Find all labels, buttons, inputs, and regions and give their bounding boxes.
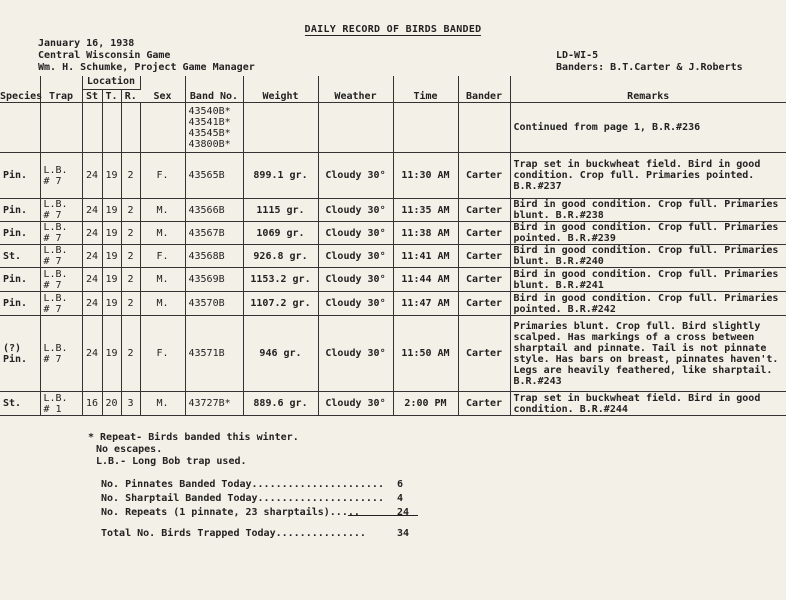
table-row [0,222,786,245]
remarks-cell: Continued from page 1, B.R.#236 [510,103,786,153]
remarks-cell: Trap set in buckwheat field. Bird in good condition. B.R.#244 [510,392,786,416]
manager-name: Wm. H. Schumke, Project Game Manager [38,62,255,73]
time-cell [393,103,458,153]
weight-cell: 1153.2 gr. [243,268,318,292]
weight-cell: 926.8 gr. [243,245,318,268]
species-cell: (?) Pin. [0,316,40,392]
weight-header: Weight [243,76,318,103]
weather-cell: Cloudy 30° [318,222,393,245]
total-repeats: No. Repeats (1 pinnate, 23 sharptails)..... 24 [101,507,410,518]
weight-cell: 899.1 gr. [243,153,318,199]
sex-cell: M. [140,199,185,222]
species-cell: St. [0,392,40,416]
band-number-cell: 43569B [185,268,243,292]
weather-cell: Cloudy 30° [318,392,393,416]
range-cell: 2 [121,245,140,268]
weather-cell: Cloudy 30° [318,199,393,222]
location-header: Location [82,76,140,90]
range-cell: 2 [121,199,140,222]
trap-cell: L.B. # 7 [40,199,82,222]
time-cell: 11:35 AM [393,199,458,222]
band-number-cell: 43568B [185,245,243,268]
township-cell: 19 [102,292,121,316]
township-cell: 19 [102,222,121,245]
section-cell: 16 [82,392,102,416]
township-cell [102,103,121,153]
remarks-cell: Primaries blunt. Crop full. Bird slightly scalped. Has markings of a cross between sharptail and pinnate. Tail is not pinnate style. Has bars on breast, pinnates haven't. Legs are heavily feathered, like sharptail. B.R.#243 [510,316,786,392]
weight-cell: 946 gr. [243,316,318,392]
weight-cell [243,103,318,153]
section-cell: 24 [82,153,102,199]
range-cell [121,103,140,153]
weight-cell: 1115 gr. [243,199,318,222]
species-cell [0,103,40,153]
table-row [0,103,786,153]
sex-cell: M. [140,222,185,245]
band-number-cell: 43540B* 43541B* 43545B* 43800B* [185,103,243,153]
township-cell: 19 [102,268,121,292]
bander-header: Bander [458,76,510,103]
weather-cell [318,103,393,153]
remarks-cell: Trap set in buckwheat field. Bird in good condition. Crop full. Primaries pointed. B.R.#237 [510,153,786,199]
table-row [0,316,786,392]
section-cell: 24 [82,199,102,222]
weather-cell: Cloudy 30° [318,245,393,268]
footnote-repeat: * Repeat- Birds banded this winter. [88,432,299,443]
band-number-cell: 43727B* [185,392,243,416]
band-number-cell: 43571B [185,316,243,392]
band-number-cell: 43567B [185,222,243,245]
document-title: DAILY RECORD OF BIRDS BANDED [304,24,482,35]
band-number-cell: 43565B [185,153,243,199]
r-header: R. [121,90,140,103]
township-cell: 19 [102,316,121,392]
weather-header: Weather [318,76,393,103]
weight-cell: 1107.2 gr. [243,292,318,316]
table-row [0,153,786,199]
section-cell: 24 [82,292,102,316]
totals-block [101,478,431,520]
remarks-cell: Bird in good condition. Crop full. Primaries pointed. B.R.#239 [510,222,786,245]
banding-table [0,76,786,416]
weight-cell: 889.6 gr. [243,392,318,416]
form-id: LD-WI-5 [556,50,599,61]
band-header: Band No. [185,76,243,103]
st-header: St [82,90,102,103]
banders-line: Banders: B.T.Carter & J.Roberts [556,62,743,73]
time-cell: 11:47 AM [393,292,458,316]
range-cell: 2 [121,222,140,245]
species-cell: Pin. [0,199,40,222]
sex-cell: F. [140,316,185,392]
bander-cell: Carter [458,316,510,392]
time-cell: 11:44 AM [393,268,458,292]
remarks-cell: Bird in good condition. Crop full. Primaries pointed. B.R.#242 [510,292,786,316]
section-cell: 24 [82,268,102,292]
sex-cell: F. [140,245,185,268]
species-cell: Pin. [0,153,40,199]
trap-cell: L.B. # 1 [40,392,82,416]
trap-cell [40,103,82,153]
area-name: Central Wisconsin Game [38,50,171,61]
sex-cell: M. [140,292,185,316]
remarks-cell: Bird in good condition. Crop full. Primaries blunt. B.R.#241 [510,268,786,292]
range-cell: 2 [121,268,140,292]
sex-header: Sex [140,76,185,103]
remarks-header: Remarks [510,76,786,103]
bander-cell: Carter [458,245,510,268]
time-cell: 11:30 AM [393,153,458,199]
trap-cell: L.B. # 7 [40,316,82,392]
weather-cell: Cloudy 30° [318,268,393,292]
time-header: Time [393,76,458,103]
bander-cell: Carter [458,392,510,416]
bander-cell: Carter [458,268,510,292]
footnote-escapes: No escapes. [96,444,163,455]
t-header: T. [102,90,121,103]
time-cell: 11:50 AM [393,316,458,392]
bander-cell: Carter [458,222,510,245]
table-row [0,199,786,222]
bander-cell [458,103,510,153]
weight-cell: 1069 gr. [243,222,318,245]
section-cell: 24 [82,245,102,268]
total-pinnates: No. Pinnates Banded Today...................... 6 [101,479,404,490]
species-cell: Pin. [0,292,40,316]
trap-cell: L.B. # 7 [40,292,82,316]
section-cell: 24 [82,316,102,392]
weather-cell: Cloudy 30° [318,316,393,392]
table-row [0,245,786,268]
township-cell: 19 [102,245,121,268]
sum-rule [348,515,418,516]
time-cell: 11:41 AM [393,245,458,268]
time-cell: 2:00 PM [393,392,458,416]
remarks-cell: Bird in good condition. Crop full. Primaries blunt. B.R.#238 [510,199,786,222]
bander-cell: Carter [458,199,510,222]
table-row [0,292,786,316]
sex-cell [140,103,185,153]
table-body [0,103,786,416]
total-sharptail: No. Sharptail Banded Today..................... 4 [101,493,404,504]
trap-header: Trap [40,76,82,103]
township-cell: 19 [102,199,121,222]
township-cell: 19 [102,153,121,199]
species-header: Species [0,76,40,103]
time-cell: 11:38 AM [393,222,458,245]
weather-cell: Cloudy 30° [318,153,393,199]
section-cell: 24 [82,222,102,245]
trap-cell: L.B. # 7 [40,268,82,292]
header-right [556,50,743,74]
footnotes [88,432,299,468]
remarks-cell: Bird in good condition. Crop full. Primaries blunt. B.R.#240 [510,245,786,268]
range-cell: 2 [121,292,140,316]
weather-cell: Cloudy 30° [318,292,393,316]
header-left [38,38,255,74]
table-row [0,268,786,292]
grand-total: Total No. Birds Trapped Today............... 34 [101,528,410,539]
sex-cell: F. [140,153,185,199]
bander-cell: Carter [458,153,510,199]
trap-cell: L.B. # 7 [40,153,82,199]
sex-cell: M. [140,392,185,416]
trap-cell: L.B. # 7 [40,222,82,245]
species-cell: Pin. [0,222,40,245]
range-cell: 3 [121,392,140,416]
range-cell: 2 [121,316,140,392]
range-cell: 2 [121,153,140,199]
band-number-cell: 43570B [185,292,243,316]
trap-cell: L.B. # 7 [40,245,82,268]
record-date: January 16, 1938 [38,38,135,49]
bander-cell: Carter [458,292,510,316]
table-row [0,392,786,416]
footnote-trap: L.B.- Long Bob trap used. [96,456,247,467]
species-cell: St. [0,245,40,268]
township-cell: 20 [102,392,121,416]
species-cell: Pin. [0,268,40,292]
band-number-cell: 43566B [185,199,243,222]
sex-cell: M. [140,268,185,292]
section-cell [82,103,102,153]
